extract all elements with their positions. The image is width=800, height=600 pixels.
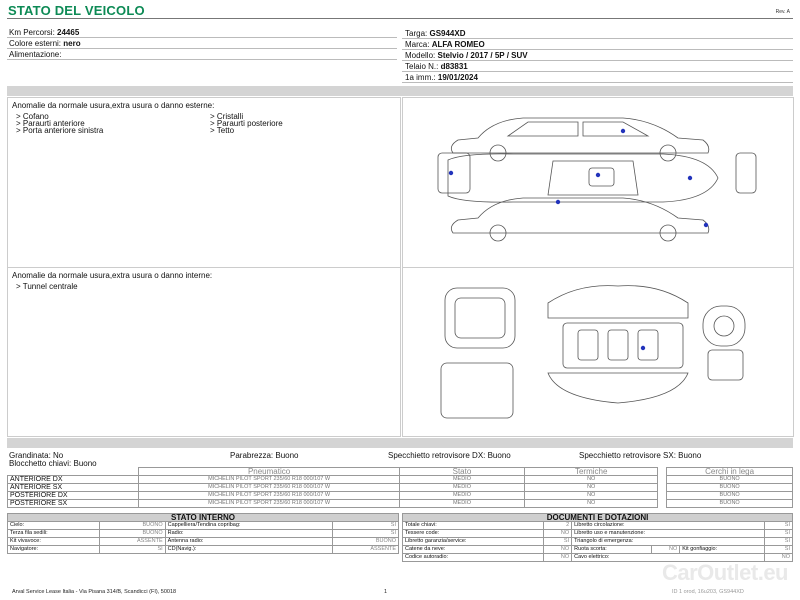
field-label: Libretto uso e manutenzione: <box>572 530 765 538</box>
info-km: Km Percorsi: 24465 <box>9 28 80 37</box>
stato-interno-table <box>7 513 399 554</box>
condition-blocchetto: Blocchetto chiavi: Buono <box>9 459 97 468</box>
tyre-rims: BUONO <box>667 500 793 508</box>
damage-item: > Tunnel centrale <box>16 282 78 291</box>
damage-item: > Paraurti posteriore <box>210 119 283 128</box>
tyre-rims: BUONO <box>667 484 793 492</box>
section-band <box>7 86 793 96</box>
info-modello: Modello: Stelvio / 2017 / 5P / SUV <box>405 51 528 60</box>
field-value: NO <box>544 546 572 554</box>
tyre-position: POSTERIORE DX <box>8 492 139 500</box>
field-value: BUONO <box>99 530 165 538</box>
damage-item: > Paraurti anteriore <box>16 119 85 128</box>
car-exterior-diagram <box>403 98 793 267</box>
internal-damage-title: Anomalie da normale usura,extra usura o danno interne: <box>12 271 213 280</box>
field-value: NO <box>764 554 792 562</box>
info-marca: Marca: ALFA ROMEO <box>405 40 485 49</box>
footer-page-number: 1 <box>384 589 388 595</box>
field-label: Radio: <box>165 530 332 538</box>
damage-item: > Cofano <box>16 112 49 121</box>
tyre-state: MEDIO <box>399 492 524 500</box>
field-label: Cavo elettrico: <box>572 554 765 562</box>
tyres-table <box>7 467 793 508</box>
field-value: SI <box>764 522 792 530</box>
damage-item: > Porta anteriore sinistra <box>16 126 104 135</box>
tyre-thermal: NO <box>525 476 658 484</box>
condition-parabrezza: Parabrezza: Buono <box>230 451 299 460</box>
tyre-model: MICHELIN PILOT SPORT 235/60 R18 000/107 W <box>139 492 400 500</box>
row-line <box>402 71 793 72</box>
tyre-model: MICHELIN PILOT SPORT 235/60 R18 000/107 W <box>139 476 400 484</box>
field-label: Triangolo di emergenza: <box>572 538 765 546</box>
condition-specchietto-sx: Specchietto retrovisore SX: Buono <box>579 451 702 460</box>
field-label: Libretto garanzia/service: <box>403 538 544 546</box>
footer-doc-ref: ID 1 orod, 16u203, GS944XD <box>672 589 744 595</box>
table-row <box>8 484 793 492</box>
table-row <box>403 538 793 546</box>
footer-address: Arval Service Lease Italia - Via Pisana 314/B, Scandicci (FI), 50018 <box>12 589 177 595</box>
field-value: NO <box>652 546 680 554</box>
header-pneumatico: Pneumatico <box>139 468 400 476</box>
field-value: 2 <box>544 522 572 530</box>
internal-diagram-panel <box>402 267 794 437</box>
table-row <box>8 500 793 508</box>
row-line <box>402 38 793 39</box>
table-row <box>8 530 399 538</box>
field-label: Ruota scorta: <box>572 546 652 554</box>
field-label: Kit vivavoce: <box>8 538 100 546</box>
field-label: Libretto circolazione: <box>572 522 765 530</box>
stato-interno-title: STATO INTERNO <box>8 514 399 522</box>
table-row <box>8 476 793 484</box>
table-row <box>403 530 793 538</box>
field-value: SI <box>764 530 792 538</box>
damage-item: > Tetto <box>210 126 235 135</box>
row-line <box>402 49 793 50</box>
tyre-rims: BUONO <box>667 492 793 500</box>
field-label: Terza fila sedili: <box>8 530 100 538</box>
field-label: Cielo: <box>8 522 100 530</box>
internal-damage-list <box>16 283 78 290</box>
title-divider <box>7 18 793 19</box>
external-damage-list-2 <box>210 113 283 134</box>
tyre-rims: BUONO <box>667 476 793 484</box>
info-telaio: Telaio N.: d83831 <box>405 62 468 71</box>
info-colore: Colore esterni: nero <box>9 39 81 48</box>
tyre-state: MEDIO <box>399 500 524 508</box>
page-title: STATO DEL VEICOLO <box>8 3 145 18</box>
field-value: ASSENTE <box>99 538 165 546</box>
field-label: Cappelliera/Tendina copribag: <box>165 522 332 530</box>
tyre-thermal: NO <box>525 500 658 508</box>
row-line <box>7 48 397 49</box>
table-row <box>8 546 399 554</box>
field-label: Kit gonfiaggio: <box>680 546 765 554</box>
row-line <box>402 82 793 83</box>
field-label: Antenna radio: <box>165 538 332 546</box>
external-damage-panel <box>7 97 401 268</box>
revision-label: Rev. A <box>775 9 790 15</box>
header-stato: Stato <box>399 468 524 476</box>
field-value: ASSENTE <box>332 546 398 554</box>
table-row <box>403 522 793 530</box>
field-value: SI <box>332 530 398 538</box>
watermark-logo: CarOutlet.eu <box>661 560 788 585</box>
row-line <box>7 59 397 60</box>
table-row <box>8 522 399 530</box>
row-line <box>7 37 397 38</box>
field-value: SI <box>332 522 398 530</box>
table-header-row <box>8 468 793 476</box>
section-band <box>7 438 793 448</box>
field-label: Tessere code: <box>403 530 544 538</box>
field-label: Navigatore: <box>8 546 100 554</box>
field-value: SI <box>99 546 165 554</box>
tyre-thermal: NO <box>525 484 658 492</box>
external-damage-list-1 <box>16 113 103 134</box>
tyre-thermal: NO <box>525 492 658 500</box>
field-value: BUONO <box>99 522 165 530</box>
tyre-model: MICHELIN PILOT SPORT 235/60 R18 000/107 W <box>139 484 400 492</box>
field-value: SI <box>544 538 572 546</box>
header-termiche: Termiche <box>525 468 658 476</box>
row-line <box>402 60 793 61</box>
internal-damage-panel <box>7 267 401 437</box>
info-alimentazione: Alimentazione: <box>9 50 62 59</box>
field-value: NO <box>544 554 572 562</box>
external-damage-title: Anomalie da normale usura,extra usura o danno esterne: <box>12 101 215 110</box>
documenti-table <box>402 513 793 562</box>
tyre-position: ANTERIORE SX <box>8 484 139 492</box>
tyre-model: MICHELIN PILOT SPORT 235/60 R18 000/107 W <box>139 500 400 508</box>
tyre-state: MEDIO <box>399 484 524 492</box>
damage-item: > Cristalli <box>210 112 244 121</box>
condition-grandinata: Grandinata: No <box>9 451 64 460</box>
car-interior-diagram <box>403 268 793 436</box>
field-value: BUONO <box>332 538 398 546</box>
field-label: Catene da neve: <box>403 546 544 554</box>
external-diagram-panel <box>402 97 794 268</box>
table-row <box>403 546 793 554</box>
table-row <box>8 538 399 546</box>
field-value: NO <box>544 530 572 538</box>
table-row <box>8 492 793 500</box>
tyre-position: ANTERIORE DX <box>8 476 139 484</box>
field-value: SI <box>764 546 792 554</box>
tyre-position: POSTERIORE SX <box>8 500 139 508</box>
condition-specchietto-dx: Specchietto retrovisore DX: Buono <box>388 451 511 460</box>
field-label: CD(Navig.): <box>165 546 332 554</box>
field-label: Totale chiavi: <box>403 522 544 530</box>
tyre-state: MEDIO <box>399 476 524 484</box>
info-targa: Targa: GS944XD <box>405 29 466 38</box>
field-label: Codice autoradio: <box>403 554 544 562</box>
header-cerchi: Cerchi in lega <box>667 468 793 476</box>
info-immatricolazione: 1a imm.: 19/01/2024 <box>405 73 478 82</box>
field-value: SI <box>764 538 792 546</box>
documenti-title: DOCUMENTI E DOTAZIONI <box>403 514 793 522</box>
